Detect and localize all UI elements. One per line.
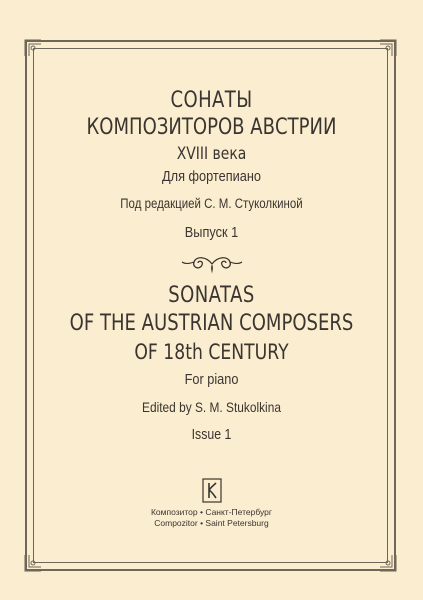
ru-issue: Выпуск 1 (184, 224, 239, 241)
corner-ornament-icon (24, 554, 42, 572)
publisher-line-ru: Композитор • Санкт-Петербург (150, 507, 273, 517)
ru-title-line-2: КОМПОЗИТОРОВ АВСТРИИ (86, 115, 337, 140)
corner-ornament-icon (379, 39, 397, 57)
corner-ornament-icon (379, 554, 397, 572)
ru-title-line-1: СОНАТЫ (170, 88, 253, 113)
ru-instrument: Для фортепиано (162, 168, 261, 185)
en-issue: Issue 1 (191, 427, 232, 443)
en-title-line-2: OF THE AUSTRIAN COMPOSERS (69, 311, 354, 336)
ru-editor: Под редакцией С. М. Стуколкиной (120, 196, 303, 211)
en-title-line-1: SONATAS (168, 283, 255, 308)
scroll-ornament-icon (180, 252, 244, 276)
en-instrument: For piano (184, 371, 239, 388)
corner-ornament-icon (24, 39, 42, 57)
publisher-line-en: Compozitor • Saint Petersburg (154, 518, 269, 528)
publisher-logo-icon (202, 478, 222, 503)
en-editor: Edited by S. M. Stukolkina (142, 399, 281, 415)
ru-title-line-3: XVIII века (176, 144, 247, 164)
en-title-line-3: OF 18th CENTURY (134, 340, 289, 364)
